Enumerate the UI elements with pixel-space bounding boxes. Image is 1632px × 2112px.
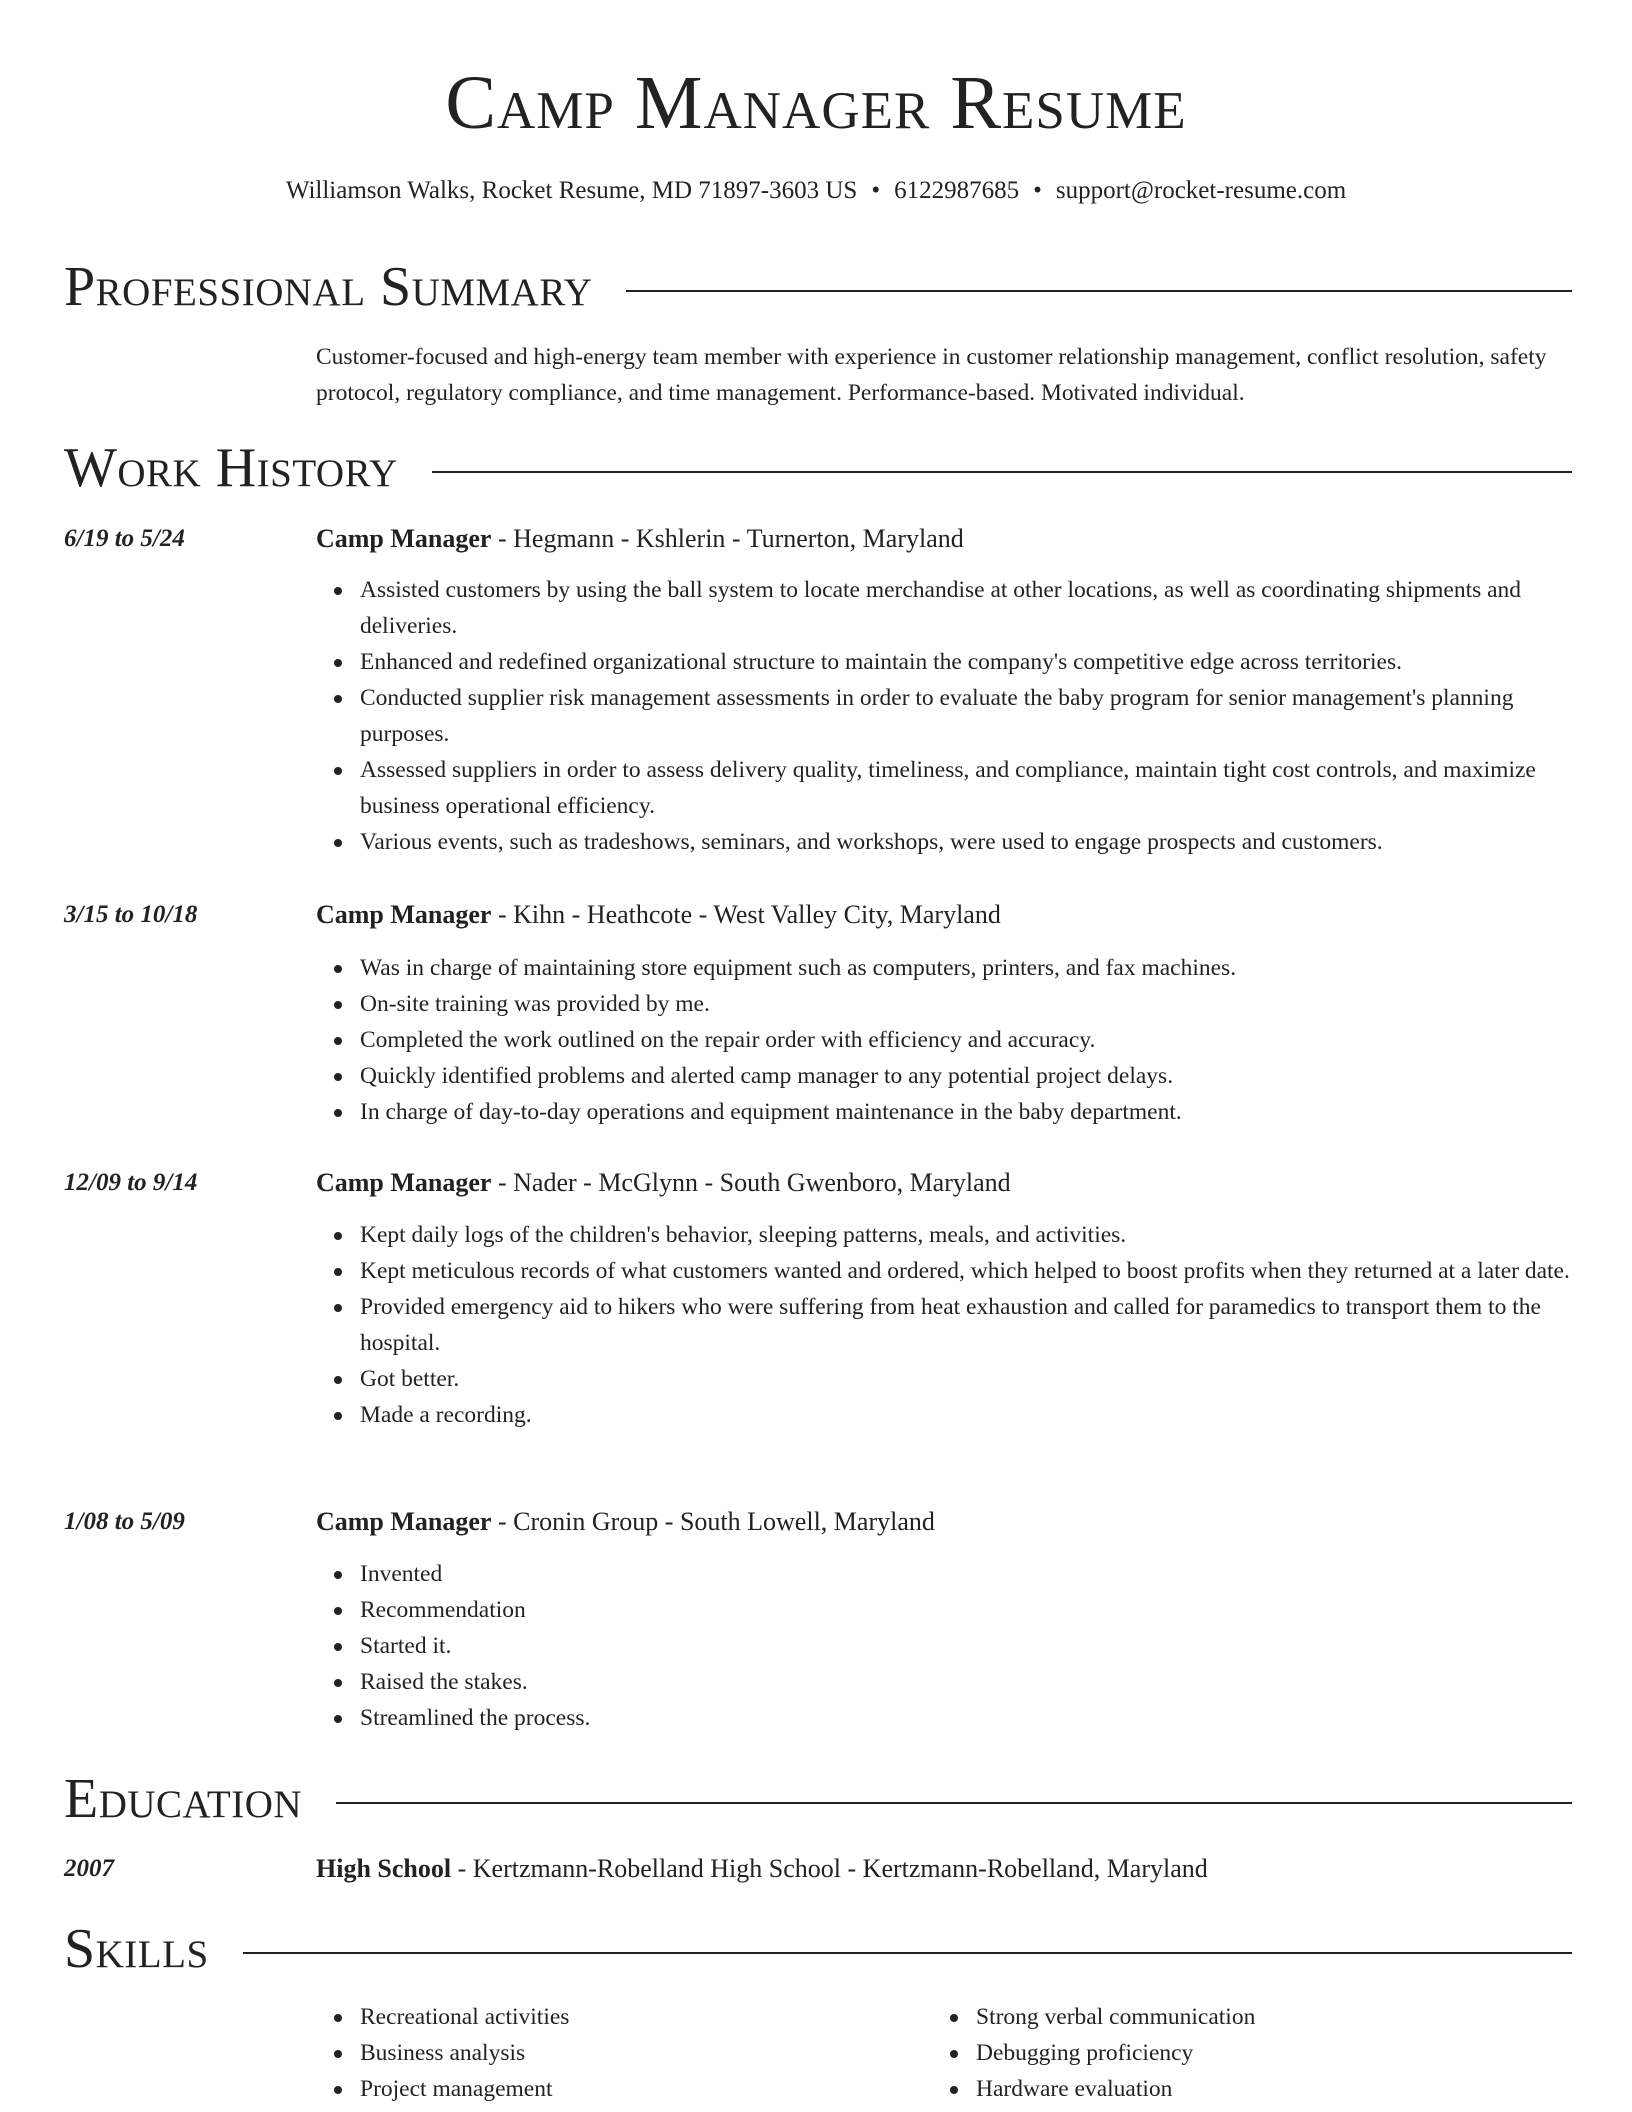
list-item: Quickly identified problems and alerted camp manager to any potential project delays.: [360, 1058, 1572, 1094]
list-item: On-site training was provided by me.: [360, 986, 1572, 1022]
job-role: Camp Manager: [316, 900, 492, 929]
separator-dot: •: [1033, 177, 1042, 204]
skill-item: Debugging proficiency: [976, 2035, 1492, 2071]
list-item: Streamlined the process.: [360, 1700, 1572, 1736]
job-dates: 12/09 to 9/14: [64, 1169, 198, 1196]
section-divider: [626, 290, 1572, 292]
job-employer: - Kihn - Heathcote - West Valley City, Maryland: [491, 900, 1001, 929]
list-item: Kept meticulous records of what customers wanted and ordered, which helped to boost profits when they returned at a later date.: [360, 1253, 1572, 1289]
list-item: Invented: [360, 1556, 1572, 1592]
job-dates: 1/08 to 5/09: [64, 1508, 185, 1535]
skill-item: Project management: [360, 2071, 876, 2107]
list-item: Assisted customers by using the ball system to locate merchandise at other locations, as well as coordinating shipments and deliveries.: [360, 572, 1572, 644]
skills-list-right: [932, 1999, 1492, 2107]
education-year: 2007: [64, 1855, 114, 1882]
job-bullets: [316, 950, 1572, 1130]
skill-item: Hardware evaluation: [976, 2071, 1492, 2107]
job-employer: - Hegmann - Kshlerin - Turnerton, Maryland: [491, 524, 964, 553]
job-role: Camp Manager: [316, 1507, 492, 1536]
job-bullets: [316, 572, 1572, 860]
list-item: Kept daily logs of the children's behavior, sleeping patterns, meals, and activities.: [360, 1217, 1572, 1253]
list-item: Recommendation: [360, 1592, 1572, 1628]
list-item: Completed the work outlined on the repair order with efficiency and accuracy.: [360, 1022, 1572, 1058]
section-divider: [243, 1952, 1572, 1954]
section-title-work-history: Work History: [64, 437, 398, 499]
job-bullets: [316, 1217, 1572, 1433]
section-header-skills: [64, 1917, 1572, 1981]
skills-list-left: [316, 1999, 876, 2107]
list-item: Assessed suppliers in order to assess delivery quality, timeliness, and compliance, maintain tight cost controls, and maximize business operational efficiency.: [360, 752, 1572, 824]
skill-item: Business analysis: [360, 2035, 876, 2071]
section-title-skills: Skills: [64, 1918, 209, 1980]
section-header-work-history: [64, 436, 1572, 500]
list-item: Enhanced and redefined organizational structure to maintain the company's competitive edge across territories.: [360, 644, 1572, 680]
job-employer: - Nader - McGlynn - South Gwenboro, Maryland: [491, 1168, 1011, 1197]
section-header-summary: [64, 255, 1572, 319]
contact-email: support@rocket-resume.com: [1055, 177, 1347, 204]
job-dates: 3/15 to 10/18: [64, 901, 198, 928]
education-school: - Kertzmann-Robelland High School - Kertzmann-Robelland, Maryland: [451, 1854, 1208, 1883]
job-title-line: [316, 1504, 1572, 1540]
section-title-education: Education: [64, 1768, 303, 1830]
job-title-line: [316, 897, 1572, 933]
separator-dot: •: [871, 177, 881, 204]
job-role: Camp Manager: [316, 1168, 492, 1197]
section-divider: [336, 1802, 1572, 1804]
job-dates: 6/19 to 5/24: [64, 525, 185, 552]
education-title-line: [316, 1851, 1572, 1887]
list-item: Provided emergency aid to hikers who were suffering from heat exhaustion and called for paramedics to transport them to the hospital.: [360, 1289, 1572, 1361]
skill-item: Strong verbal communication: [976, 1999, 1492, 2035]
list-item: Raised the stakes.: [360, 1664, 1572, 1700]
list-item: In charge of day-to-day operations and equipment maintenance in the baby department.: [360, 1094, 1572, 1130]
list-item: Started it.: [360, 1628, 1572, 1664]
list-item: Was in charge of maintaining store equipment such as computers, printers, and fax machines.: [360, 950, 1572, 986]
contact-line: [0, 174, 1632, 208]
education-degree: High School: [316, 1854, 452, 1883]
contact-phone: 6122987685: [894, 177, 1020, 204]
section-header-education: [64, 1767, 1572, 1831]
section-divider: [432, 471, 1572, 473]
list-item: Got better.: [360, 1361, 1572, 1397]
job-title-line: [316, 521, 1572, 557]
summary-text: Customer-focused and high-energy team member with experience in customer relationship management, conflict resolution, safety protocol, regulatory compliance, and time management. Performance-based. Motivated individual.: [316, 344, 1547, 406]
resume-title: Camp Manager Resume: [445, 61, 1187, 145]
job-bullets: [316, 1556, 1572, 1736]
job-employer: - Cronin Group - South Lowell, Maryland: [491, 1507, 935, 1536]
list-item: Conducted supplier risk management assessments in order to evaluate the baby program for senior management's planning purposes.: [360, 680, 1572, 752]
contact-address: Williamson Walks, Rocket Resume, MD 71897-3603 US: [285, 177, 858, 204]
job-title-line: [316, 1165, 1572, 1201]
list-item: Various events, such as tradeshows, seminars, and workshops, were used to engage prospects and customers.: [360, 824, 1572, 860]
section-title-summary: Professional Summary: [64, 256, 593, 318]
job-role: Camp Manager: [316, 524, 492, 553]
list-item: Made a recording.: [360, 1397, 1572, 1433]
skill-item: Recreational activities: [360, 1999, 876, 2035]
